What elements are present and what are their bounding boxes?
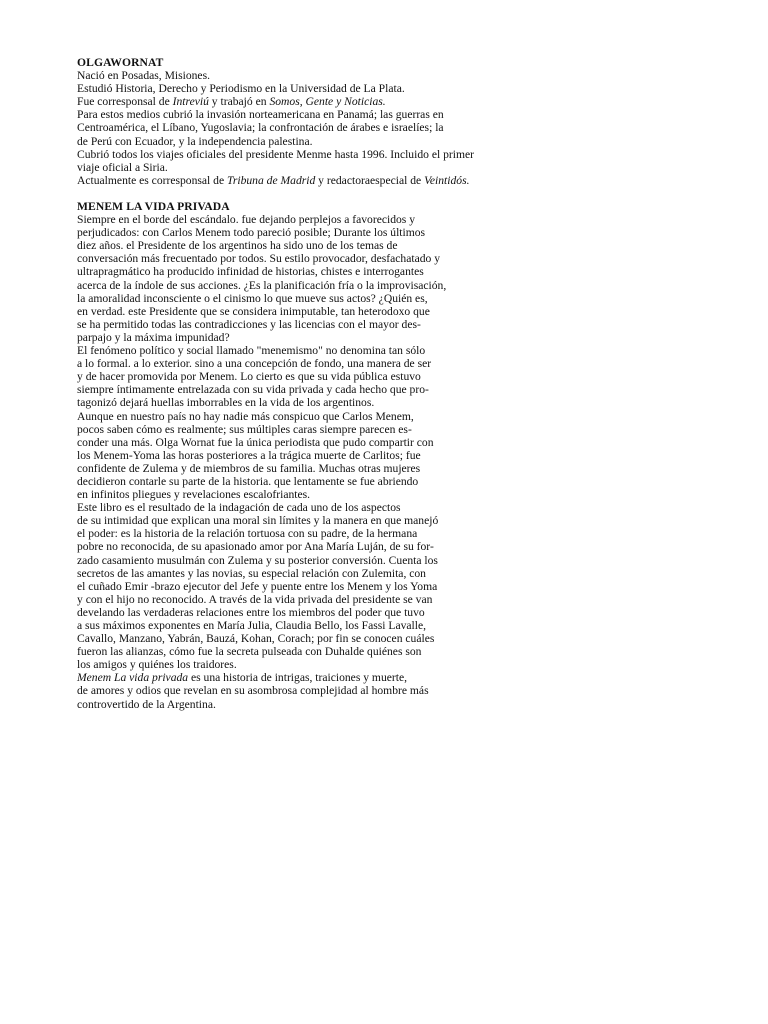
text-line bbox=[77, 698, 517, 711]
text-segment: Actualmente es corresponsal de bbox=[77, 173, 228, 187]
text-line bbox=[77, 606, 517, 619]
text-segment: el cuñado Emir -brazo ejecutor del Jefe y puente entre los Menem y los Yoma bbox=[77, 579, 438, 593]
text-line bbox=[77, 514, 517, 527]
text-line bbox=[77, 383, 517, 396]
text-line bbox=[77, 357, 517, 370]
text-segment: decidieron contarle su parte de la historia. que lentamente se fue abriendo bbox=[77, 474, 419, 488]
text-line bbox=[77, 462, 517, 475]
text-segment: develando las verdaderas relaciones entre los miembros del poder que tuvo bbox=[77, 605, 425, 619]
text-segment: y trabajó en bbox=[208, 95, 270, 109]
text-line bbox=[77, 213, 517, 226]
text-line bbox=[77, 658, 517, 671]
text-segment: y de hacer promovida por Menem. Lo cierto es que su vida pública estuvo bbox=[77, 370, 421, 384]
text-segment: parpajo y la máxima impunidad? bbox=[77, 330, 230, 344]
text-line bbox=[77, 645, 517, 658]
text-line bbox=[77, 632, 517, 645]
text-segment: Centroamérica, el Líbano, Yugoslavia; la confrontación de árabes e israelíes; la bbox=[77, 121, 444, 135]
text-line bbox=[77, 501, 517, 514]
text-line bbox=[77, 265, 517, 278]
text-segment: y redactoraespecial de bbox=[315, 173, 425, 187]
text-line bbox=[77, 475, 517, 488]
text-segment: zado casamiento musulmán con Zulema y su posterior conversión. Cuenta los bbox=[77, 553, 438, 567]
text-line bbox=[77, 82, 517, 95]
text-segment: Cubrió todos los viajes oficiales del presidente Menme hasta 1996. Incluido el primer bbox=[77, 147, 474, 161]
text-line bbox=[77, 174, 517, 187]
text-line bbox=[77, 69, 517, 82]
text-line bbox=[77, 305, 517, 318]
text-line bbox=[77, 449, 517, 462]
italic-title-text: Somos, Gente y Noticias. bbox=[269, 95, 386, 109]
text-segment: Para estos medios cubrió la invasión norteamericana en Panamá; las guerras en bbox=[77, 108, 444, 122]
text-segment: secretos de las amantes y las novias, su especial relación con Zulemita, con bbox=[77, 566, 426, 580]
text-segment: se ha permitido todas las contradicciones y las licencias con el mayor des- bbox=[77, 317, 421, 331]
text-line bbox=[77, 279, 517, 292]
text-segment: de su intimidad que explican una moral sin límites y la manera en que manejó bbox=[77, 514, 439, 528]
text-segment: fueron las alianzas, cómo fue la secreta pulseada con Duhalde quiénes son bbox=[77, 645, 422, 659]
text-line bbox=[77, 148, 517, 161]
text-segment: a sus máximos exponentes en María Julia, Claudia Bello, los Fassi Lavalle, bbox=[77, 619, 427, 632]
text-segment: acerca de la índole de sus acciones. ¿Es la planificación fría o la improvisación, bbox=[77, 278, 447, 292]
text-line bbox=[77, 161, 517, 174]
text-line bbox=[77, 488, 517, 501]
italic-title-text: Tribuna de Madrid bbox=[227, 173, 316, 187]
text-segment: Estudió Historia, Derecho y Periodismo en la Universidad de La Plata. bbox=[77, 82, 405, 96]
text-line bbox=[77, 554, 517, 567]
text-line bbox=[77, 567, 517, 580]
text-line bbox=[77, 370, 517, 383]
text-line bbox=[77, 252, 517, 265]
text-segment: Aunque en nuestro país no hay nadie más conspicuo que Carlos Menem, bbox=[77, 409, 414, 423]
text-segment: el poder: es la historia de la relación tortuosa con su padre, de la hermana bbox=[77, 527, 418, 541]
text-segment: a lo formal. a lo exterior. sino a una concepción de fondo, una manera de ser bbox=[77, 357, 432, 371]
text-segment: de Perú con Ecuador, y la independencia palestina. bbox=[77, 134, 313, 148]
text-segment: conder una más. Olga Wornat fue la única periodista que pudo compartir con bbox=[77, 435, 434, 449]
text-segment: en verdad. este Presidente que se considera inimputable, tan heterodoxo que bbox=[77, 304, 430, 318]
text-line bbox=[77, 331, 517, 344]
text-line bbox=[77, 318, 517, 331]
text-segment: pocos saben cómo es realmente; sus múltiples caras siempre parecen es- bbox=[77, 422, 412, 436]
text-line bbox=[77, 619, 517, 632]
text-segment: perjudicados: con Carlos Menem todo pareció posible; Durante los últimos bbox=[77, 226, 426, 240]
book-description-section bbox=[77, 200, 517, 711]
text-segment: Este libro es el resultado de la indagación de cada uno de los aspectos bbox=[77, 501, 401, 515]
text-line bbox=[77, 540, 517, 553]
text-line bbox=[77, 410, 517, 423]
text-segment: viaje oficial a Siria. bbox=[77, 160, 168, 174]
text-line bbox=[77, 396, 517, 409]
text-segment: tagonizó dejará huellas imborrables en la vida de los argentinos. bbox=[77, 396, 375, 410]
author-bio-section bbox=[77, 56, 517, 187]
book-title-heading: MENEM LA VIDA PRIVADA bbox=[77, 200, 230, 213]
text-segment: Nació en Posadas, Misiones. bbox=[77, 69, 210, 83]
text-segment: los Menem-Yoma las horas posteriores a la trágica muerte de Carlitos; fue bbox=[77, 448, 421, 462]
author-name-heading: OLGAWORNAT bbox=[77, 56, 164, 69]
text-segment: conversación más frecuentado por todos. Su estilo provocador, desfachatado y bbox=[77, 252, 441, 266]
text-segment: Cavallo, Manzano, Yabrán, Bauzá, Kohan, Corach; por fin se conocen cuáles bbox=[77, 632, 435, 646]
text-line bbox=[77, 121, 517, 134]
text-segment: los amigos y quiénes los traidores. bbox=[77, 658, 237, 672]
author-bio-body bbox=[77, 69, 517, 187]
text-line bbox=[77, 580, 517, 593]
italic-title-text: Menem La vida privada bbox=[77, 671, 189, 685]
text-line bbox=[77, 95, 517, 108]
text-segment: siempre íntimamente entrelazada con su vida privada y cada hecho que pro- bbox=[77, 383, 429, 397]
text-line bbox=[77, 239, 517, 252]
text-segment: es una historia de intrigas, traiciones y muerte, bbox=[188, 671, 408, 685]
text-segment: Siempre en el borde del escándalo. fue dejando perplejos a favorecidos y bbox=[77, 213, 416, 227]
text-segment: diez años. el Presidente de los argentinos ha sido uno de los temas de bbox=[77, 239, 398, 253]
text-segment: ultrapragmático ha producido infinidad de historias, chistes e interrogantes bbox=[77, 265, 424, 279]
text-line bbox=[77, 684, 517, 697]
text-line bbox=[77, 344, 517, 357]
text-line bbox=[77, 226, 517, 239]
italic-title-text: Intreviú bbox=[172, 95, 209, 109]
text-segment: de amores y odios que revelan en su asombrosa complejidad al hombre más bbox=[77, 684, 429, 698]
text-line bbox=[77, 436, 517, 449]
text-line bbox=[77, 135, 517, 148]
text-line bbox=[77, 423, 517, 436]
text-line bbox=[77, 108, 517, 121]
book-description-body bbox=[77, 213, 517, 711]
text-segment: Fue corresponsal de bbox=[77, 95, 173, 109]
text-segment: pobre no reconocida, de su apasionado amor por Ana María Luján, de su for- bbox=[77, 540, 434, 554]
text-line bbox=[77, 527, 517, 540]
text-segment: en infinitos pliegues y revelaciones escalofriantes. bbox=[77, 488, 311, 502]
text-line bbox=[77, 593, 517, 606]
text-segment: confidente de Zulema y de miembros de su familia. Muchas otras mujeres bbox=[77, 461, 421, 475]
text-line bbox=[77, 671, 517, 684]
text-segment: controvertido de la Argentina. bbox=[77, 697, 216, 711]
text-segment: la amoralidad inconsciente o el cinismo lo que mueve sus actos? ¿Quién es, bbox=[77, 291, 428, 305]
text-segment: y con el hijo no reconocido. A través de la vida privada del presidente se van bbox=[77, 592, 433, 606]
text-segment: El fenómeno político y social llamado "menemismo" no denomina tan sólo bbox=[77, 344, 426, 358]
text-line bbox=[77, 292, 517, 305]
italic-title-text: Veintidós. bbox=[424, 173, 470, 187]
